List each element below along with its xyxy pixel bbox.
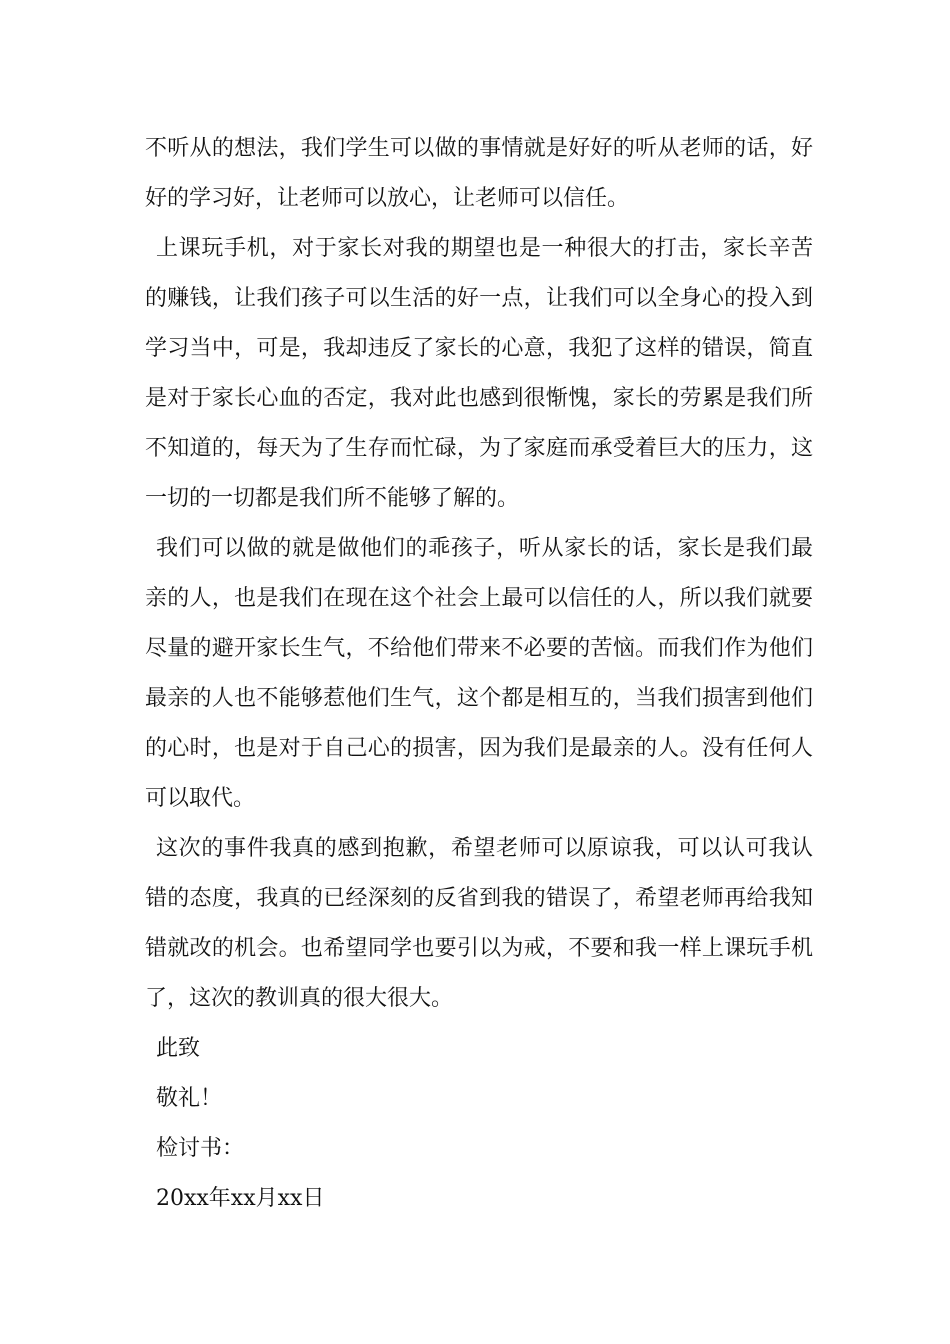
letter-body <box>145 124 813 1224</box>
date-line: 20xx年xx月xx日 <box>156 1186 325 1211</box>
paragraph-2: 上课玩手机，对于家长对我的期望也是一种很大的打击，家长辛苦的赚钱，让我们孩子可以生活的好一点，让我们可以全身心的投入到学习当中，可是，我却违反了家长的心意，我犯了这样的错误，简直是对于家长心血的否定，我对此也感到很惭愧，家长的劳累是我们所不知道的，每天为了生存而忙碌，为了家庭而承受着巨大的压力，这一切的一切都是我们所不能够了解的。 <box>145 236 813 511</box>
closing-regards: 敬礼！ <box>156 1086 223 1111</box>
paragraph-4: 这次的事件我真的感到抱歉，希望老师可以原谅我，可以认可我认错的态度，我真的已经深刻的反省到我的错误了，希望老师再给我知错就改的机会。也希望同学也要引以为戒，不要和我一样上课玩手机了，这次的教训真的很大很大。 <box>145 836 813 1011</box>
paragraph-3: 我们可以做的就是做他们的乖孩子，听从家长的话，家长是我们最亲的人，也是我们在现在这个社会上最可以信任的人，所以我们就要尽量的避开家长生气，不给他们带来不必要的苦恼。而我们作为他们最亲的人也不能够惹他们生气，这个都是相互的，当我们损害到他们的心时，也是对于自己心的损害，因为我们是最亲的人。没有任何人可以取代。 <box>145 536 813 811</box>
signature-line: 检讨书： <box>156 1136 245 1161</box>
closing-salutation: 此致 <box>156 1036 201 1061</box>
paragraph-1: 不听从的想法，我们学生可以做的事情就是好好的听从老师的话，好好的学习好，让老师可以放心，让老师可以信任。 <box>145 136 813 211</box>
